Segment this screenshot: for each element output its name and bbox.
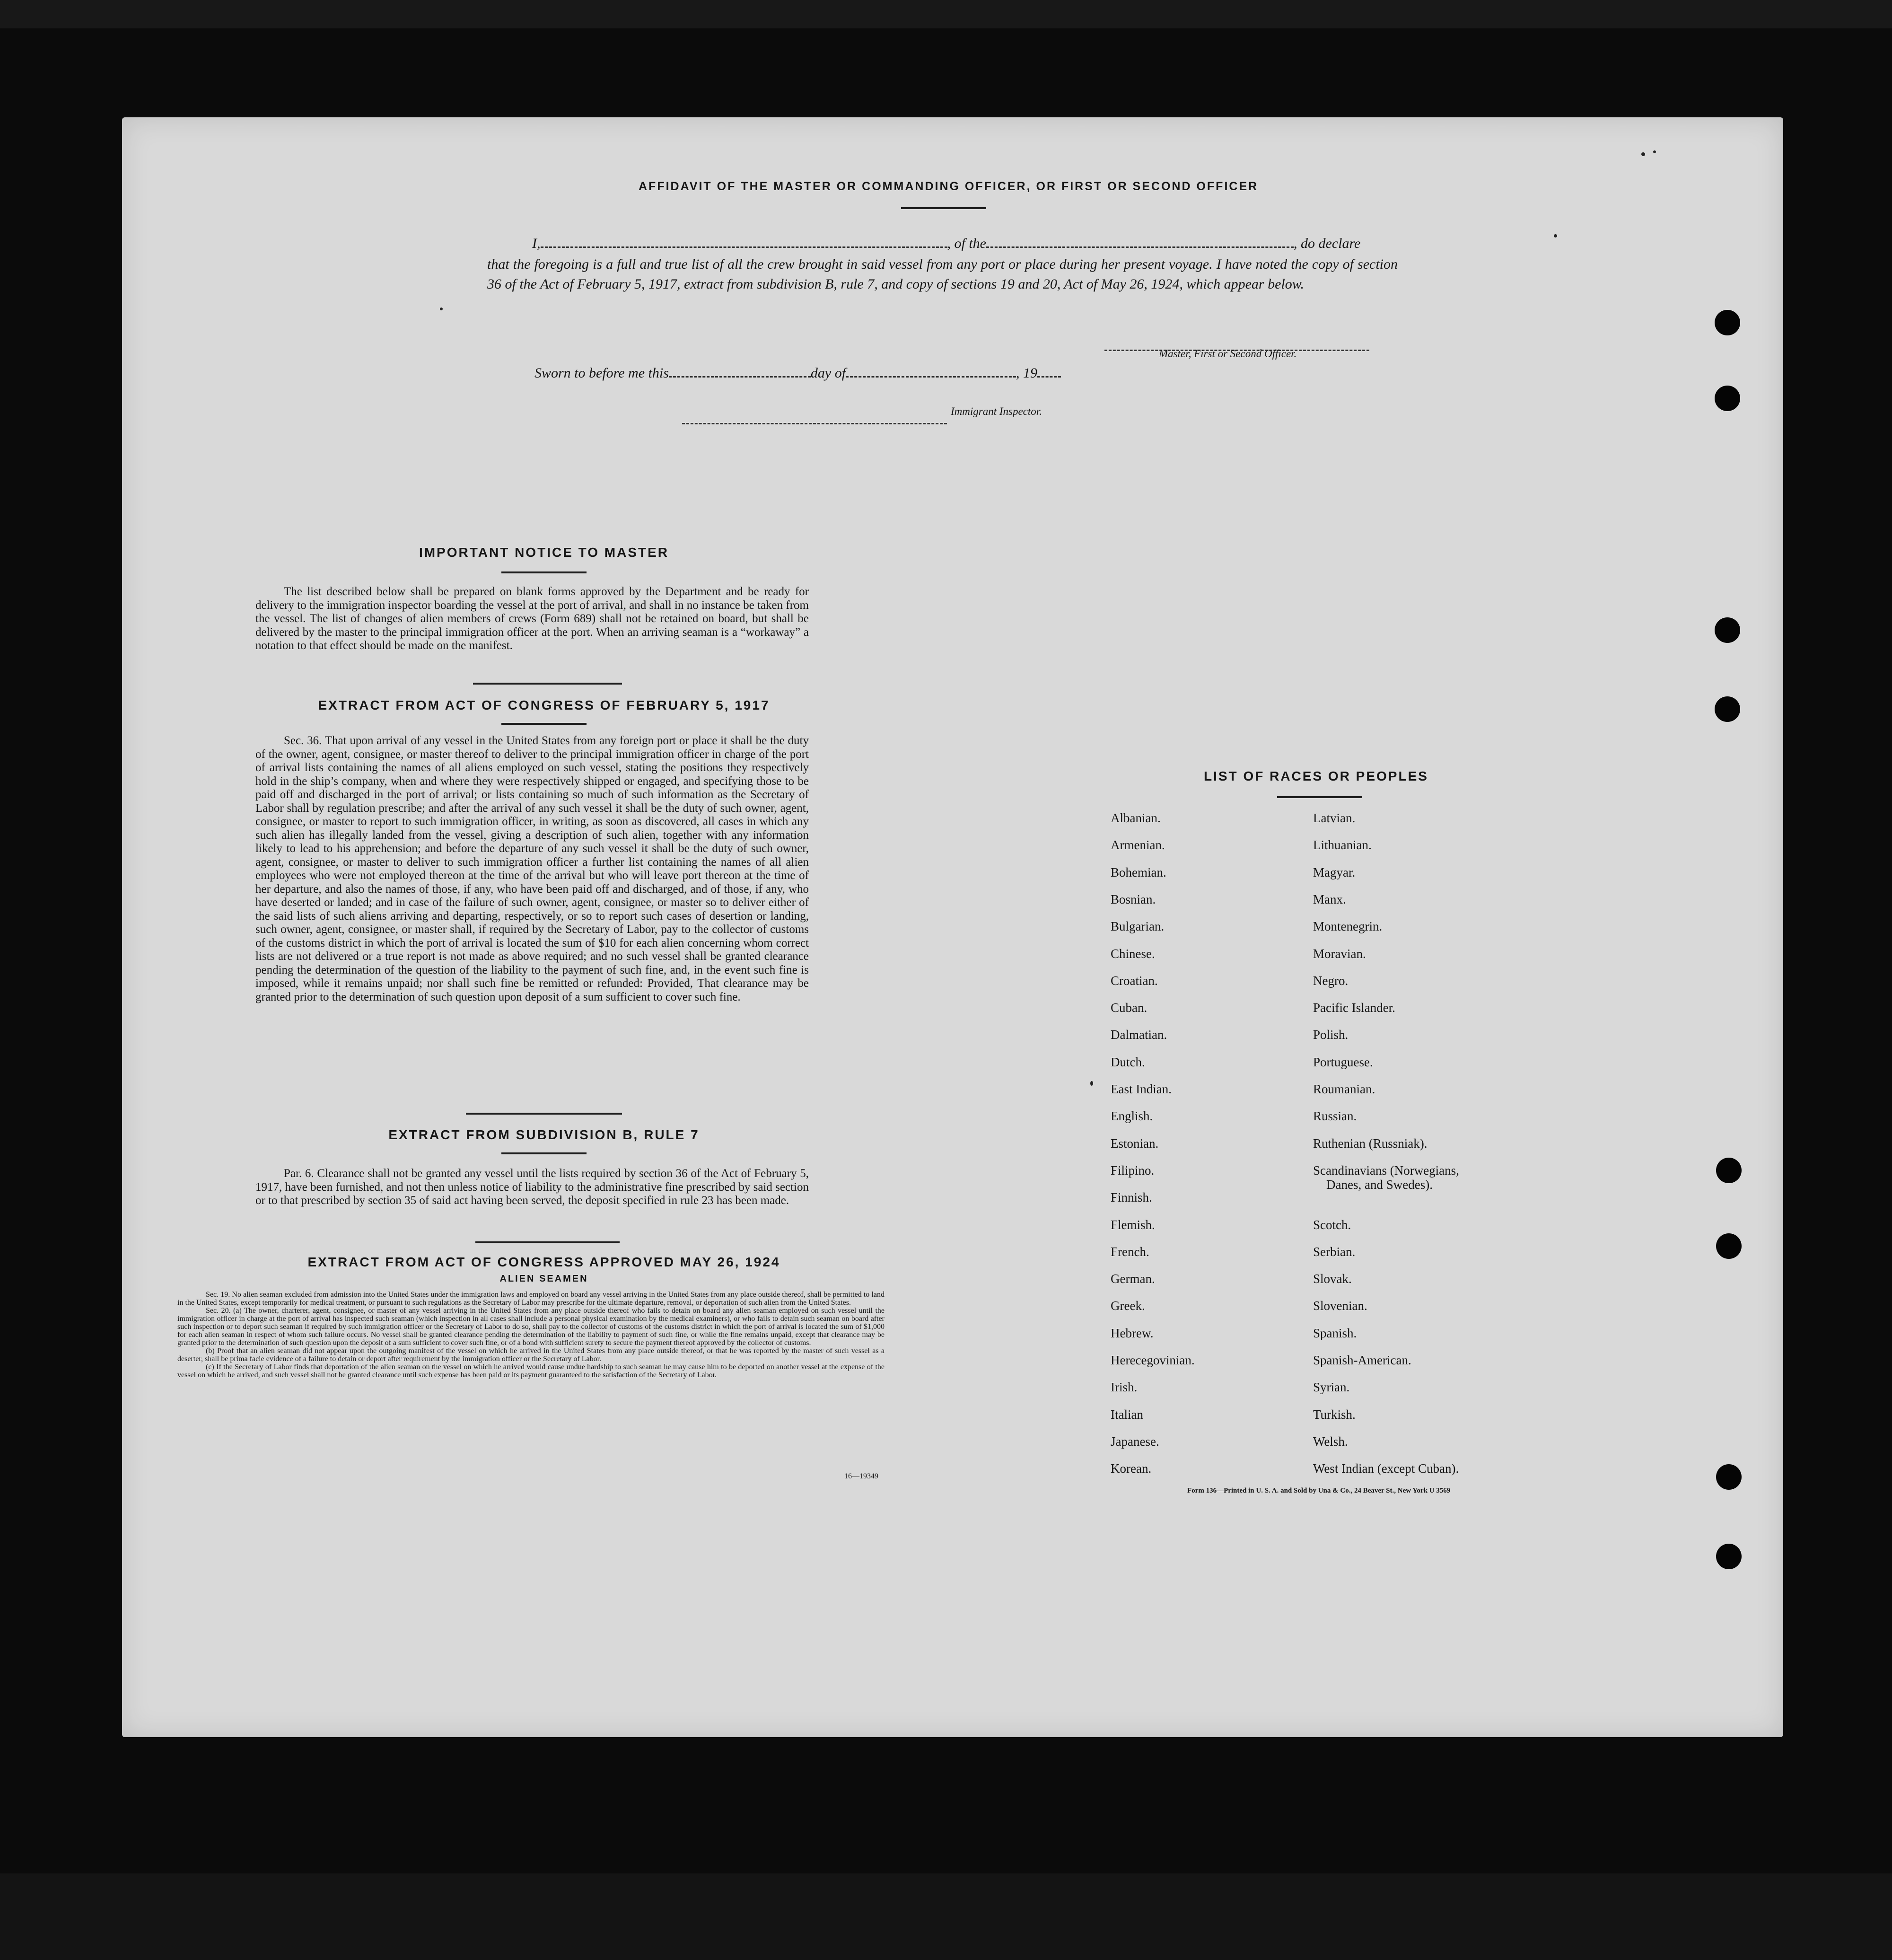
race-item-left: German. [1111, 1272, 1155, 1286]
punch-hole [1715, 696, 1740, 722]
race-item-left: Estonian. [1111, 1136, 1159, 1151]
sworn-day-blank [669, 366, 811, 378]
sworn-prefix: Sworn to before me this [534, 365, 669, 381]
sec20a-text: Sec. 20. (a) The owner, charterer, agent, consignee, or master of any vessel arriving in the United States from any place outside thereof who fails to detain on board any alien seaman employed on such vessel until the immigration officer in charge at the port of arrival has inspected such seaman (which inspection in all cases shall include a personal physical examination by the medical examiners), or who fails to detain such seaman on board after such inspection or to deport such seaman if required by such immigration officer or the Secretary of Labor to do so, shall pay to the collector of customs of the customs district in which the port of arrival is located the sum of $1,000 for each alien seaman in respect of whom such failure occurs. No vessel shall be granted clearance pending the determination of the liability to payment of such fine, or while the fine remains unpaid, except that clearance may be granted prior to the determination of such question upon the deposit of a sum sufficient to cover such fine, or of a bond with sufficient surety to secure the payment thereof approved by the collector of customs. [177, 1307, 885, 1347]
punch-hole [1716, 1464, 1742, 1490]
sec20c-text: (c) If the Secretary of Labor finds that deportation of the alien seaman on the vessel on which he arrived would cause undue hardship to such seaman he may cause him to be deported on another vessel at the expense of the vessel on which he arrived, and such vessel shall not be granted clearance until such expense has been paid or its payment guaranteed to the satisfaction of the Secretary of Labor. [177, 1363, 885, 1379]
race-item-left: Bosnian. [1111, 892, 1156, 906]
race-item-right: Pacific Islander. [1313, 1001, 1395, 1015]
race-item-right: Danes, and Swedes). [1326, 1177, 1433, 1192]
sworn-year-blank [1037, 366, 1061, 378]
inspector-caption: Immigrant Inspector. [951, 405, 1042, 417]
race-item-right: Moravian. [1313, 946, 1366, 961]
extract-rule7-title-rule [501, 1152, 587, 1154]
extract-1924-subtitle: ALIEN SEAMEN [499, 1274, 588, 1284]
dust-speck [1653, 150, 1656, 153]
film-border-top [0, 0, 1892, 28]
race-item-right: Montenegrin. [1313, 919, 1383, 934]
races-title: LIST OF RACES OR PEOPLES [1204, 769, 1428, 783]
race-item-left: Cuban. [1111, 1001, 1147, 1015]
race-item-left: Herecegovinian. [1111, 1353, 1195, 1367]
race-item-left: Italian [1111, 1407, 1143, 1422]
extract-rule7-title: EXTRACT FROM SUBDIVISION B, RULE 7 [388, 1127, 700, 1142]
sec20b-text: (b) Proof that an alien seaman did not appear upon the outgoing manifest of the vessel on which he arrived in the United States from any place outside thereof, or that he was reported by the master of such vessel as a deserter, shall be prima facie evidence of a failure to detain or deport after requirement by the immigration officer or the Secretary of Labor. [177, 1347, 885, 1363]
race-item-left: Hebrew. [1111, 1326, 1154, 1340]
race-item-right: Turkish. [1313, 1407, 1356, 1422]
extract-rule7-end-rule [475, 1241, 620, 1243]
race-item-right: Slovak. [1313, 1272, 1352, 1286]
extract-1917-title: EXTRACT FROM ACT OF CONGRESS OF FEBRUARY 5, 1917 [318, 698, 770, 712]
race-item-left: Greek. [1111, 1299, 1145, 1313]
film-border-bottom [0, 1873, 1892, 1960]
master-signature-caption: Master, First or Second Officer. [1159, 348, 1297, 360]
race-item-right: Spanish. [1313, 1326, 1357, 1340]
name-blank [541, 236, 947, 248]
vessel-blank [986, 236, 1294, 248]
sec19-text: Sec. 19. No alien seaman excluded from admission into the United States under the immigration laws and employed on board any vessel arriving in the United States from any place outside thereof, shall be permitted to land in the United States, except temporarily for medical treatment, or pursuant to such regulations as the Secretary of Labor may prescribe for the ultimate departure, removal, or deportation of such alien from the United States. [177, 1291, 885, 1307]
affidavit-i-label: I, [532, 236, 541, 251]
race-item-right: Scotch. [1313, 1217, 1351, 1232]
affidavit-of-the-label: , of the [947, 236, 986, 251]
affidavit-do-declare-label: , do declare [1294, 236, 1361, 251]
affidavit-title: AFFIDAVIT OF THE MASTER OR COMMANDING OFFICER, OR FIRST OR SECOND OFFICER [639, 180, 1259, 193]
race-item-left: Chinese. [1111, 946, 1155, 961]
race-item-right: Spanish-American. [1313, 1353, 1411, 1367]
race-item-right: Negro. [1313, 973, 1349, 988]
race-item-left: Bohemian. [1111, 865, 1166, 879]
extract-rule7-text: Par. 6. Clearance shall not be granted any vessel until the lists required by section 36 of the Act of February 5, 1917, have been furnished, and not then unless notice of liability to the administrative fine prescribed by said section or to that prescribed by section 35 of said act having been served, the deposit specified in rule 23 has been made. [255, 1167, 809, 1207]
race-item-left: Croatian. [1111, 973, 1158, 988]
race-item-left: East Indian. [1111, 1082, 1172, 1096]
punch-hole [1715, 386, 1740, 411]
extract-1917-text: Sec. 36. That upon arrival of any vessel in the United States from any foreign port or place it shall be the duty of the owner, agent, consignee, or master thereof to deliver to the principal immigration officer in charge of the port of arrival lists containing the names of all aliens employed on such vessel, stating the positions they respectively hold in the ship’s company, when and where they were respectively shipped or engaged, and specifying those to be paid off and discharged in the port of arrival; or lists containing so much of such information as the Secretary of Labor shall by regulation prescribe; and after the arrival of any such vessel it shall be the duty of such owner, agent, consignee, or master to report to such immigration officer, in writing, as soon as discovered, all cases in which any such alien has illegally landed from the vessel, giving a description of such alien, together with any information likely to lead to his apprehension; and before the departure of any such vessel it shall be the duty of such owner, agent, consignee, or master to deliver to such immigration officer a further list containing the names of all alien employees who were not employed thereon at the time of the arrival but who will leave port thereon at the time of her departure, and also the names of those, if any, who have been paid off and discharged, and of those, if any, who have deserted or landed; and in case of the failure of such owner, agent, consignee, or master so to deliver either of the said lists of such aliens arriving and departing, respectively, or so to report such cases of desertion or landing, such owner, agent, consignee, or master shall, if required by the Secretary of Labor, pay to the collector of customs of the customs district in which the port of arrival is located the sum of $10 for each alien concerning whom correct lists are not delivered or a true report is not made as above required; and no such vessel shall be granted clearance pending the determination of the question of the liability to the payment of such fine, and, in the event such fine is imposed, while it remains unpaid; nor shall such fine be remitted or refunded: Provided, That clearance may be granted prior to the determination of such question upon deposit of a sum sufficient to cover such fine. [255, 734, 809, 1003]
race-item-right: Magyar. [1313, 865, 1356, 879]
sworn-day-label: day of [810, 365, 846, 381]
race-item-right: Roumanian. [1313, 1082, 1375, 1096]
sworn-line [534, 365, 1126, 381]
race-item-right: Slovenian. [1313, 1299, 1367, 1313]
extract-1924-title: EXTRACT FROM ACT OF CONGRESS APPROVED MAY 26, 1924 [307, 1255, 780, 1269]
punch-hole [1716, 1158, 1742, 1183]
punch-hole [1715, 310, 1740, 335]
punch-hole [1715, 617, 1740, 643]
race-item-right: Welsh. [1313, 1434, 1348, 1449]
notice-text: The list described below shall be prepared on blank forms approved by the Department and be ready for delivery to the immigration inspector boarding the vessel at the port of arrival, and shall in no instance be taken from the vessel. The list of changes of alien members of crews (Form 689) shall not be retained on board, but shall be delivered by the master to the principal immigration officer at the port. When an arriving seaman is a “workaway” a notation to that effect should be made on the manifest. [255, 585, 809, 652]
form-footer: Form 136—Printed in U. S. A. and Sold by Una & Co., 24 Beaver St., New York U 3569 [1187, 1487, 1451, 1494]
race-item-left: English. [1111, 1109, 1153, 1124]
race-item-right: West Indian (except Cuban). [1313, 1461, 1459, 1476]
race-item-left: Korean. [1111, 1461, 1152, 1476]
race-item-right: Polish. [1313, 1028, 1349, 1042]
race-item-left: Finnish. [1111, 1190, 1152, 1205]
affidavit-paragraph: that the foregoing is a full and true list of all the crew brought in said vessel from any port or place during her present voyage. I have noted the copy of section 36 of the Act of February 5, 1917, extract from subdivision B, rule 7, and copy of sections 19 and 20, Act of May 26, 1924, which appear below. [487, 256, 1398, 292]
race-item-right: Ruthenian (Russniak). [1313, 1136, 1428, 1151]
race-item-left: Japanese. [1111, 1434, 1159, 1449]
race-item-left: Filipino. [1111, 1163, 1155, 1178]
notice-title: IMPORTANT NOTICE TO MASTER [419, 545, 669, 560]
form-number: 16—19349 [844, 1472, 878, 1480]
race-item-left: French. [1111, 1244, 1149, 1259]
dust-speck [440, 308, 443, 310]
affidavit-declaration-line [532, 236, 1398, 252]
punch-hole [1716, 1544, 1742, 1569]
race-item-left: Dalmatian. [1111, 1028, 1167, 1042]
race-item-left: Albanian. [1111, 811, 1161, 825]
race-item-right: Syrian. [1313, 1380, 1350, 1395]
race-item-right: Scandinavians (Norwegians, [1313, 1163, 1459, 1178]
race-item-right: Portuguese. [1313, 1055, 1373, 1069]
dust-speck [1090, 1081, 1093, 1086]
inspector-signature-blank [682, 413, 947, 424]
dust-speck [1641, 152, 1645, 156]
race-item-right: Latvian. [1313, 811, 1356, 825]
race-item-left: Flemish. [1111, 1217, 1155, 1232]
races-title-rule [1277, 796, 1362, 798]
race-item-left: Dutch. [1111, 1055, 1145, 1069]
extract-1924-text [177, 1291, 885, 1379]
race-item-right: Serbian. [1313, 1244, 1356, 1259]
race-item-right: Russian. [1313, 1109, 1357, 1124]
race-item-right: Lithuanian. [1313, 838, 1372, 853]
sworn-year-label: , 19 [1016, 365, 1038, 381]
race-item-left: Irish. [1111, 1380, 1138, 1395]
dust-speck [1554, 234, 1557, 237]
affidavit-title-rule [901, 207, 986, 209]
punch-hole [1716, 1233, 1742, 1259]
extract-1917-title-rule [501, 723, 587, 725]
race-item-left: Armenian. [1111, 838, 1165, 853]
sworn-month-blank [846, 366, 1016, 378]
notice-end-rule [473, 683, 622, 685]
extract-1917-end-rule [466, 1113, 622, 1115]
race-item-right: Manx. [1313, 892, 1346, 906]
notice-title-rule [501, 571, 587, 573]
race-item-left: Bulgarian. [1111, 919, 1165, 934]
